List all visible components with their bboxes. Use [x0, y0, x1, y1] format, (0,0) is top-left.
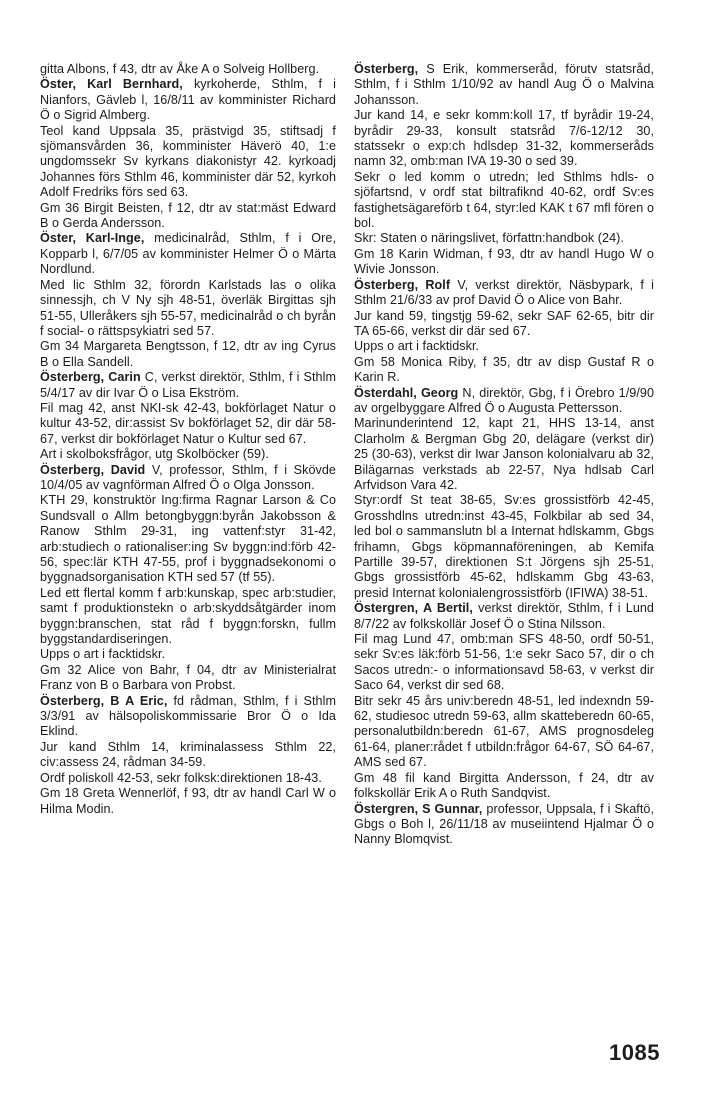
- biography-entry: [40, 694, 336, 817]
- entry-paragraph: Gm 48 fil kand Birgitta Andersson, f 24, dtr av folkskollär Erik A o Ruth Sandqvist.: [354, 770, 654, 801]
- entry-paragraph: Gm 36 Birgit Beisten, f 12, dtr av stat:mäst Edward B o Gerda Andersson.: [40, 200, 336, 231]
- entry-intro: V, verkst direktör, Näsbypark, f i Sthlm 21/6/33 av prof David Ö o Alice von Bahr.: [354, 277, 654, 308]
- entry-intro: C, verkst direktör, Sthlm, f i Sthlm 5/4/17 av dir Ivar Ö o Lisa Ekström.: [40, 370, 336, 400]
- entry-name: Österberg,: [354, 62, 419, 76]
- entry-paragraph: Teol kand Uppsala 35, prästvigd 35, stiftsadj f sjömansvården 36, komminister Häverö 40, 1:e ungdomssekr Sv kyrkans diakonistyr 42. kyrkoadj Johannes förs Sthlm 46, komminister där 52, kyrkoh Adolf Fredriks förs sed 63.: [40, 123, 336, 200]
- entry-heading: [354, 802, 654, 848]
- entry-paragraph: Gm 34 Margareta Bengtsson, f 12, dtr av ing Cyrus B o Ella Sandell.: [40, 339, 336, 369]
- entry-paragraph: KTH 29, konstruktör Ing:firma Ragnar Larson & Co Sundsvall o Allm betongbyggn:byrån Jakobsson & Ranow Sthlm 29-31, ing vattenf:styr 31-42, arb:studiech o rationaliser:ing Sv byggn:ind:förb 42-56, spec:lär KTH 47-55, prof i byggnadsekonomi o byggnadsorganisation KTH sed 57 (tf 55).: [40, 493, 336, 585]
- entry-heading: [40, 77, 336, 123]
- entry-paragraph: Skr: Staten o näringslivet, författn:handbok (24).: [354, 231, 624, 246]
- entry-name: Österberg, Rolf: [354, 277, 451, 292]
- entry-name: Österberg, David: [40, 462, 146, 477]
- entry-heading: [354, 386, 654, 417]
- entry-paragraph: Led ett flertal komm f arb:kunskap, spec arb:studier, samt f produktionstekn o arb:skyddsåtgärder inom byggn:branschen, stat råd f byggn:forskn, fullm byggstandardiseringen.: [40, 585, 336, 647]
- entry-heading: [354, 601, 654, 632]
- entry-name: Öster, Karl Bernhard,: [40, 77, 183, 92]
- biography-entry: [354, 62, 654, 278]
- entry-paragraph: Upps o art i facktidskr.: [40, 647, 166, 662]
- biography-entry: [40, 463, 336, 694]
- entry-heading: [40, 370, 336, 401]
- entry-heading: [354, 62, 654, 108]
- entry-paragraph: Art i skolboksfrågor, utg Skolböcker (59).: [40, 447, 269, 462]
- entry-intro: professor, Uppsala, f i Skaftö, Gbgs o Boh l, 26/11/18 av museiintend Hjalmar Ö o Nanny Blomqvist.: [354, 801, 654, 847]
- biography-entry: [40, 62, 336, 77]
- entry-paragraph: Marinunderintend 12, kapt 21, HHS 13-14, anst Clarholm & Bergman Gbg 20, delägare (verkst dir) 25 (30-63), verkst dir Iwar Janson kolonialvaru ab 32, Bilägarnas verkstads ab 22-57, Nya hdlsab Carl Arfvidson Vara 42.: [354, 416, 654, 492]
- biography-entry: [354, 278, 654, 386]
- entry-paragraph: Ordf poliskoll 42-53, sekr folksk:direktionen 18-43.: [40, 770, 322, 785]
- entry-name: Öster, Karl-Inge,: [40, 231, 145, 246]
- entry-paragraph: Bitr sekr 45 års univ:beredn 48-51, led indexndn 59-62, studiesoc utredn 59-63, allm skatteberedn 60-65, personalutbildn:beredn 61-67, AMS prognosdeleg 61-64, planer:rådet f utbildn:frågor 64-67, SÖ 64-67, AMS sed 67.: [354, 693, 654, 770]
- entry-intro: fd rådman, Sthlm, f i Sthlm 3/3/91 av hälsopoliskommissarie Bror Ö o Ida Eklind.: [40, 693, 336, 739]
- entry-paragraph: Gm 18 Greta Wennerlöf, f 93, dtr av handl Carl W o Hilma Modin.: [40, 786, 336, 816]
- entry-name: Österberg, Carin: [40, 370, 141, 385]
- entry-paragraph: Upps o art i facktidskr.: [354, 339, 480, 354]
- biography-entry: [354, 601, 654, 801]
- right-column: [354, 62, 654, 848]
- entry-intro: S Erik, kommerseråd, förutv statsråd, Sthlm, f i Sthlm 1/10/92 av handl Aug Ö o Malvina Johansson.: [354, 62, 654, 107]
- entry-paragraph: Gm 18 Karin Widman, f 93, dtr av handl Hugo W o Wivie Jonsson.: [354, 246, 654, 277]
- biography-entry: [354, 802, 654, 848]
- entry-intro: V, professor, Sthlm, f i Skövde 10/4/05 av vagnförman Alfred Ö o Olga Jonsson.: [40, 462, 336, 492]
- biography-entry: [40, 77, 336, 231]
- entry-name: Östergren, S Gunnar,: [354, 801, 483, 816]
- entry-intro: medicinalråd, Sthlm, f i Ore, Kopparb l, 6/7/05 av komminister Helmer Ö o Märta Nordlund.: [40, 231, 337, 277]
- entry-intro: kyrkoherde, Sthlm, f i Nianfors, Gävleb l, 16/8/11 av komminister Richard Ö o Sigrid Almberg.: [40, 77, 336, 123]
- entry-paragraph: Fil mag Lund 47, omb:man SFS 48-50, ordf 50-51, sekr Sv:es läk:förb 51-56, 1:e sekr Saco 57, dir o ch Sacos utredn:- o informationsavd 58-63, v verkst dir Saco 64, verkst dir sed 68.: [354, 632, 654, 693]
- entry-paragraph: gitta Albons, f 43, dtr av Åke A o Solveig Hollberg.: [40, 62, 320, 76]
- biography-entry: [40, 231, 336, 370]
- entry-heading: [354, 278, 654, 309]
- entry-heading: [40, 231, 336, 277]
- biography-entry: [354, 386, 654, 602]
- entry-paragraph: Gm 58 Monica Riby, f 35, dtr av disp Gustaf R o Karin R.: [354, 354, 654, 385]
- entry-name: Östergren, A Bertil,: [354, 601, 473, 616]
- entry-heading: [40, 694, 336, 740]
- entry-paragraph: Jur kand 14, e sekr komm:koll 17, tf byrådir 19-24, byrådir 29-33, konsult statsråd 7/6-12/12 30, statssekr o exp:ch hdlsdep 31-32, kommerseråds namn 32, omb:man IVA 19-30 o sed 39.: [354, 108, 654, 169]
- entry-paragraph: Gm 32 Alice von Bahr, f 04, dtr av Ministerialrat Franz von B o Barbara von Probst.: [40, 662, 336, 693]
- entry-paragraph: Jur kand Sthlm 14, kriminalassess Sthlm 22, civ:assess 24, rådman 34-59.: [40, 739, 336, 770]
- biography-entry: [40, 370, 336, 462]
- entry-heading: [40, 463, 336, 494]
- entry-paragraph: Jur kand 59, tingstjg 59-62, sekr SAF 62-65, bitr dir TA 65-66, verkst dir där sed 67.: [354, 308, 654, 338]
- entry-paragraph: Med lic Sthlm 32, förordn Karlstads las o olika sinnessjh, ch V Ny sjh 48-51, överläk Birgittas sjh 51-55, Ulleråkers sjh 55-57, medicinalråd o ch byrån f social- o rättspsykiatri sed 57.: [40, 277, 336, 338]
- entry-paragraph: Styr:ordf St teat 38-65, Sv:es grossistförb 42-45, Grosshdlns utredn:inst 43-45, Folkbilar ab sed 34, led bol o sammanslutn bl a Internat hdlskamm, Gbgs frihamn, Gbgs köpmannaföreningen, ab Kemifa Partille 39-57, direktionen S:t Jörgens sjh 25-51, Gbgs grossistförb 45-62, hdlskamm Gbg 43-63, presid Internat kolonialengrossistförb (IFIWA) 38-51.: [354, 493, 654, 600]
- entry-name: Österdahl, Georg: [354, 385, 459, 400]
- left-column: [40, 62, 336, 817]
- entry-paragraph: Sekr o led komm o utredn; led Sthlms hdls- o sjöfartsnd, v ordf stat biltrafiknd 40-62, ordf Sv:es fastighetsägareförb t 64, styr:led KAK t 67 mfl fören o bol.: [354, 169, 654, 231]
- entry-intro: verkst direktör, Sthlm, f i Lund 8/7/22 av folkskollär Josef Ö o Stina Nilsson.: [354, 601, 654, 631]
- entry-paragraph: Fil mag 42, anst NKI-sk 42-43, bokförlaget Natur o kultur 43-52, dir:assist Sv bokförlaget 52, dir där 58-67, verkst dir bokförlaget Natur o Kultur sed 67.: [40, 400, 336, 446]
- page-number: 1085: [609, 1040, 660, 1065]
- entry-name: Österberg, B A Eric,: [40, 693, 168, 708]
- entry-intro: N, direktör, Gbg, f i Örebro 1/9/90 av orgelbyggare Alfred Ö o Augusta Pettersson.: [354, 385, 654, 415]
